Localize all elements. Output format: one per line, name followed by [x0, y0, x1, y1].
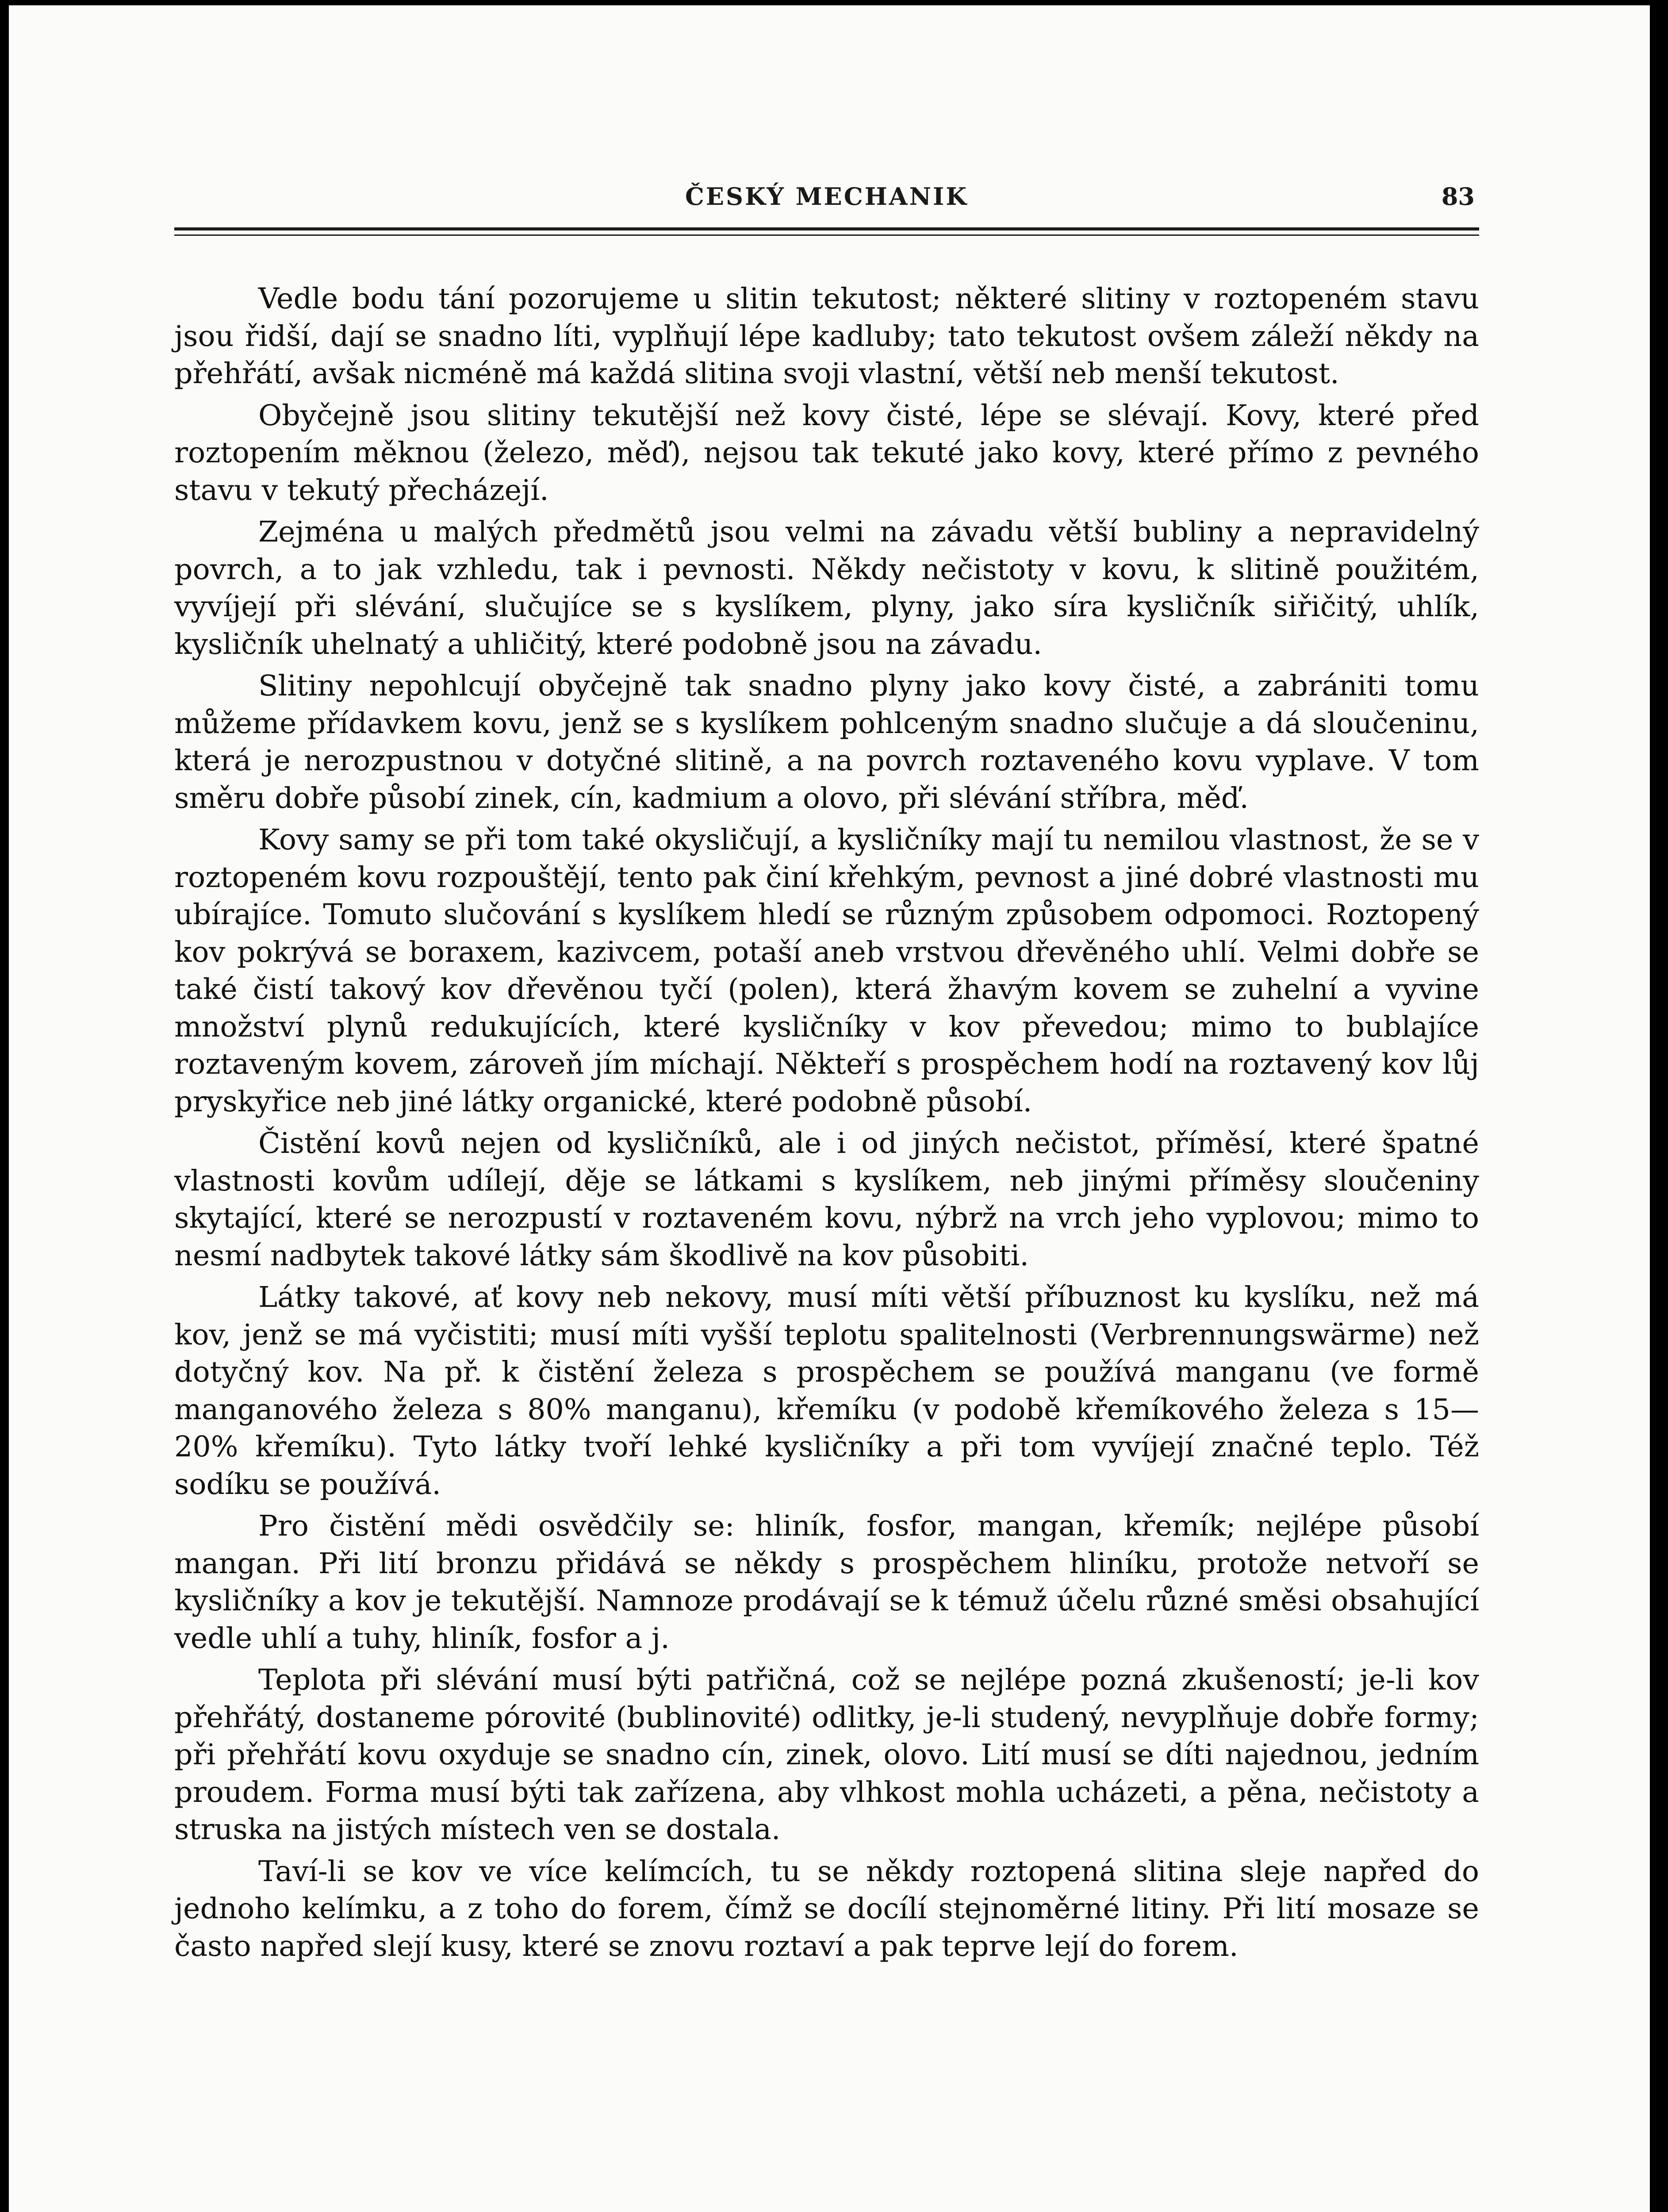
header-rule-thin — [174, 234, 1479, 236]
page-number: 83 — [1441, 182, 1475, 211]
running-title: ČESKÝ MECHANIK — [685, 182, 969, 211]
paragraph: Pro čistění mědi osvědčily se: hliník, fosfor, mangan, křemík; nejlépe působí mangan. Při lití bronzu přidává se někdy s prospěchem hliníku, protože netvoří se kysličníky a kov je tekutější. Namnoze prodávají se k témuž účelu různé směsi obsahující vedle uhlí a tuhy, hliník, fosfor a j. — [174, 1509, 1479, 1655]
book-page — [9, 5, 1650, 2212]
paragraph: Taví-li se kov ve více kelímcích, tu se někdy roztopená slitina sleje napřed do jednoho kelímku, a z toho do forem, čímž se docílí stejnoměrné litiny. Při lití mosaze se často napřed slejí kusy, které se znovu roztaví a pak teprve lejí do forem. — [174, 1855, 1479, 1963]
paragraph: Zejména u malých předmětů jsou velmi na závadu větší bubliny a nepravidelný povrch, a to jak vzhledu, tak i pevnosti. Někdy nečistoty v kovu, k slitině použitém, vyvíjejí při slévání, slučujíce se s kyslíkem, plyny, jako síra kysličník siřičitý, uhlík, kysličník uhelnatý a uhličitý, které podobně jsou na závadu. — [174, 515, 1479, 661]
paragraph: Slitiny nepohlcují obyčejně tak snadno plyny jako kovy čisté, a zabrániti tomu můžeme přídavkem kovu, jenž se s kyslíkem pohlceným snadno slučuje a dá sloučeninu, která je nerozpustnou v dotyčné slitině, a na povrch roztaveného kovu vyplave. V tom směru dobře působí zinek, cín, kadmium a olovo, při slévání stříbra, měď. — [174, 669, 1479, 815]
body-text — [174, 280, 1479, 1970]
paragraph: Obyčejně jsou slitiny tekutější než kovy čisté, lépe se slévají. Kovy, které před roztopením měknou (železo, měď), nejsou tak tekuté jako kovy, které přímo z pevného stavu v tekutý přecházejí. — [174, 399, 1479, 507]
header-rule-thick — [174, 227, 1479, 230]
running-header — [174, 182, 1479, 218]
paragraph: Čistění kovů nejen od kysličníků, ale i od jiných nečistot, příměsí, které špatné vlastnosti kovům udílejí, děje se látkami s kyslíkem, neb jinými příměsy sloučeniny skytající, které se nerozpustí v roztaveném kovu, nýbrž na vrch jeho vyplovou; mimo to nesmí nadbytek takové látky sám škodlivě na kov působiti. — [174, 1127, 1479, 1272]
paragraph: Látky takové, ať kovy neb nekovy, musí míti větší příbuznost ku kyslíku, než má kov, jenž se má vyčistiti; musí míti vyšší teplotu spalitelnosti (Verbrennungswärme) než dotyčný kov. Na př. k čistění železa s prospěchem se používá manganu (ve formě manganového železa s 80% manganu), křemíku (v podobě křemíkového železa s 15—20% křemíku). Tyto látky tvoří lehké kysličníky a při tom vyvíjejí značné teplo. Též sodíku se používá. — [174, 1281, 1479, 1501]
paragraph: Teplota při slévání musí býti patřičná, což se nejlépe pozná zkušeností; je-li kov přehřátý, dostaneme pórovité (bublinovité) odlitky, je-li studený, nevyplňuje dobře formy; při přehřátí kovu oxyduje se snadno cín, zinek, olovo. Lití musí se díti najednou, jedním proudem. Forma musí býti tak zařízena, aby vlhkost mohla ucházeti, a pěna, nečistoty a struska na jistých místech ven se dostala. — [174, 1663, 1479, 1846]
paragraph: Kovy samy se při tom také okysličují, a kysličníky mají tu nemilou vlastnost, že se v roztopeném kovu rozpouštějí, tento pak činí křehkým, pevnost a jiné dobré vlastnosti mu ubírajíce. Tomuto slučování s kyslíkem hledí se různým způsobem odpomoci. Roztopený kov pokrývá se boraxem, kazivcem, potaší aneb vrstvou dřevěného uhlí. Velmi dobře se také čistí takový kov dřevěnou tyčí (polen), která žhavým kovem se zuhelní a vyvine množství plynů redukujících, které kysličníky v kov převedou; mimo to bublajíce roztaveným kovem, zároveň jím míchají. Někteří s prospěchem hodí na roztavený kov lůj pryskyřice neb jiné látky organické, které podobně působí. — [174, 823, 1479, 1118]
paragraph: Vedle bodu tání pozorujeme u slitin tekutost; některé slitiny v roztopeném stavu jsou řidší, dají se snadno líti, vyplňují lépe kadluby; tato tekutost ovšem záleží někdy na přehřátí, avšak nicméně má každá slitina svoji vlastní, větší neb menší tekutost. — [174, 282, 1479, 390]
